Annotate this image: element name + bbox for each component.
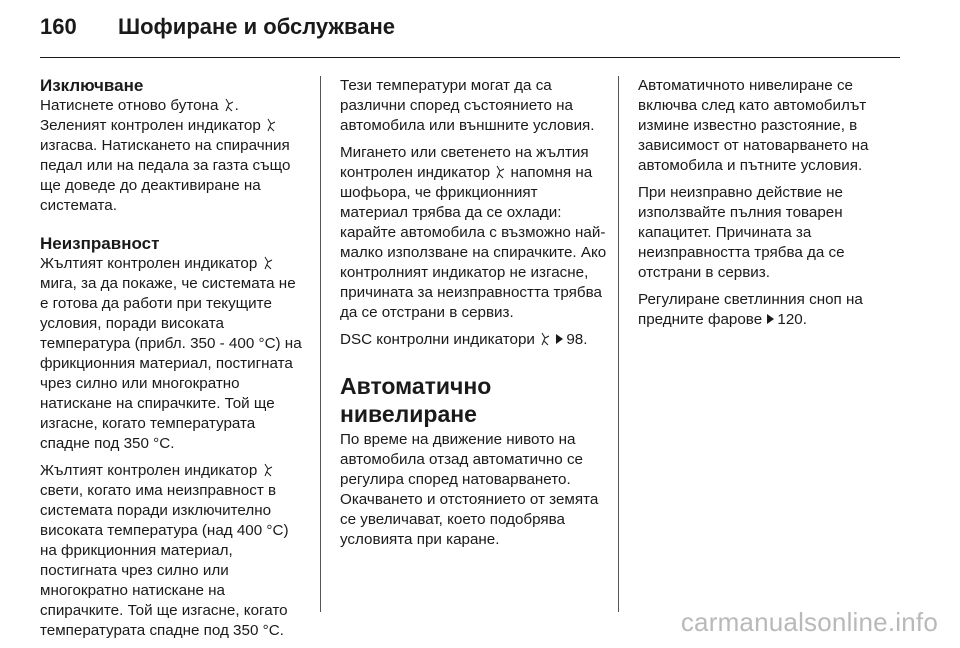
column-right	[638, 76, 906, 337]
page-reference-arrow-icon	[767, 314, 774, 324]
paragraph: Жълтият контролен индикатор свети, когато има неизправност в системата поради изключително високата температура (над 400 °C) на фрикционния материал, постигната чрез силно или многократно натискане на спирачките. Той ще изгасне, когато температурата спадне под 350 °C.	[40, 462, 289, 639]
header-rule	[40, 57, 900, 58]
paragraph: Жълтият контролен индикатор мига, за да покаже, че системата не е готова да работи при текущите условия, поради високата температура (прибл. 350 - 400 °C) на фрикционния материал, постигната чрез силно или многократно натискане на спирачките. Той ще изгасне, когато температурата спадне под 350 °C.	[40, 255, 302, 452]
watermark: carmanualsonline.info	[680, 607, 938, 637]
heading-fault: Неизправност	[40, 234, 160, 253]
column-divider	[320, 76, 321, 612]
heading-auto-leveling: Автоматично нивелиране	[340, 373, 492, 427]
paragraph: Автоматичното нивелиране се включва след като автомобилът измине известно разстояние, в зависимост от натоварването на автомобила и пътните условия.	[638, 77, 869, 174]
paragraph: Натиснете отново бутона . Зеленият контролен индикатор изгасва. Натискането на спирачния педал или на педала за газта също ще доведе до деактивиране на системата.	[40, 97, 291, 214]
hill-descent-indicator-icon	[540, 332, 550, 346]
hill-descent-indicator-icon	[495, 165, 505, 179]
paragraph: Регулиране светлинния сноп на предните фарове 120.	[638, 291, 863, 328]
heading-off: Изключване	[40, 76, 144, 95]
column-divider	[618, 76, 619, 612]
column-middle	[340, 76, 608, 557]
paragraph: Тези температури могат да са различни според състоянието на автомобила или външните условия.	[340, 77, 595, 134]
page-number: 160	[40, 14, 77, 39]
paragraph: По време на движение нивото на автомобила отзад автоматично се регулира според натоварването. Окачването и отстоянието от земята се увеличават, което подобрява условията при каране.	[340, 431, 599, 548]
paragraph: DSC контролни индикатори 98.	[340, 331, 588, 348]
paragraph: При неизправно действие не използвайте пълния товарен капацитет. Причината за неизправността трябва да се отстрани в сервиз.	[638, 184, 845, 281]
page-reference[interactable]: 98.	[566, 331, 588, 348]
hill-descent-indicator-icon	[263, 463, 273, 477]
page-reference[interactable]: 120.	[777, 311, 807, 328]
page-reference-arrow-icon	[556, 334, 563, 344]
paragraph: Мигането или светенето на жълтия контролен индикатор напомня на шофьора, че фрикционният материал трябва да се охлади: карайте автомобила с възможно най-малко използване на спирачките. Ако контролният индикатор не изгасне, причината за неизправността трябва да се отстрани в сервиз.	[340, 144, 607, 321]
hill-descent-indicator-icon	[224, 98, 234, 112]
page-header	[40, 14, 395, 46]
hill-descent-indicator-icon	[263, 256, 273, 270]
chapter-title: Шофиране и обслужване	[118, 14, 396, 39]
hill-descent-indicator-icon	[266, 118, 276, 132]
column-left	[40, 76, 308, 648]
